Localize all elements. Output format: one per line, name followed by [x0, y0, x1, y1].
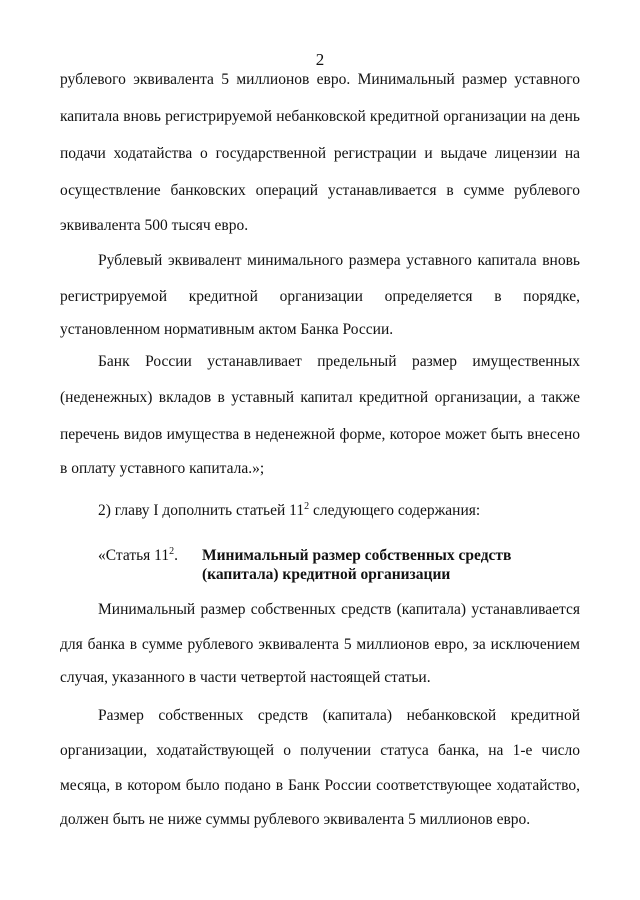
article-prefix: «Статья 11: [98, 547, 170, 564]
p1-line-1: рублевого эквивалента 5 миллионов евро. Минимальный размер уставного: [60, 71, 580, 88]
p2-line-2: регистрируемой кредитной организации определяется в порядке,: [60, 288, 580, 305]
article-number: [98, 546, 178, 566]
item-2-line: [98, 501, 580, 521]
article-suffix: .: [174, 547, 178, 564]
item-2-text-end: следующего содержания:: [309, 502, 481, 519]
p5-line-4: должен быть не ниже суммы рублевого эквивалента 5 миллионов евро.: [60, 811, 531, 828]
article-title-line-2: (капитала) кредитной организации: [202, 566, 451, 583]
p3-line-1: Банк России устанавливает предельный размер имущественных: [98, 353, 580, 370]
article-title-line-1: Минимальный размер собственных средств: [202, 547, 512, 564]
p5-line-1: Размер собственных средств (капитала) небанковской кредитной: [98, 707, 580, 724]
item-2-superscript: 2: [304, 500, 310, 512]
p3-line-3: перечень видов имущества в неденежной форме, которое может быть внесено: [60, 426, 580, 443]
article-superscript: 2: [169, 545, 175, 557]
p3-line-4: в оплату уставного капитала.»;: [60, 460, 265, 477]
p4-line-3: случая, указанного в части четвертой настоящей статьи.: [60, 669, 431, 686]
p1-line-4: осуществление банковских операций устанавливается в сумме рублевого: [60, 182, 580, 199]
p5-line-2: организации, ходатайствующей о получении статуса банка, на 1-е число: [60, 742, 580, 759]
page-number: 2: [315, 50, 325, 69]
p1-line-3: подачи ходатайства о государственной регистрации и выдаче лицензии на: [60, 145, 580, 162]
item-2-text: 2) главу I дополнить статьей 11: [98, 502, 305, 519]
p4-line-2: для банка в сумме рублевого эквивалента 5 миллионов евро, за исключением: [60, 636, 580, 653]
p1-line-2: капитала вновь регистрируемой небанковской кредитной организации на день: [60, 108, 580, 125]
p4-line-1: Минимальный размер собственных средств (капитала) устанавливается: [98, 601, 580, 618]
p3-line-2: (неденежных) вкладов в уставный капитал кредитной организации, а также: [60, 389, 580, 406]
p2-line-3: установленном нормативным актом Банка России.: [60, 321, 394, 338]
p1-line-5: эквивалента 500 тысяч евро.: [60, 217, 249, 234]
p5-line-3: месяца, в котором было подано в Банк России соответствующее ходатайство,: [60, 777, 580, 794]
p2-line-1: Рублевый эквивалент минимального размера уставного капитала вновь: [98, 252, 580, 269]
